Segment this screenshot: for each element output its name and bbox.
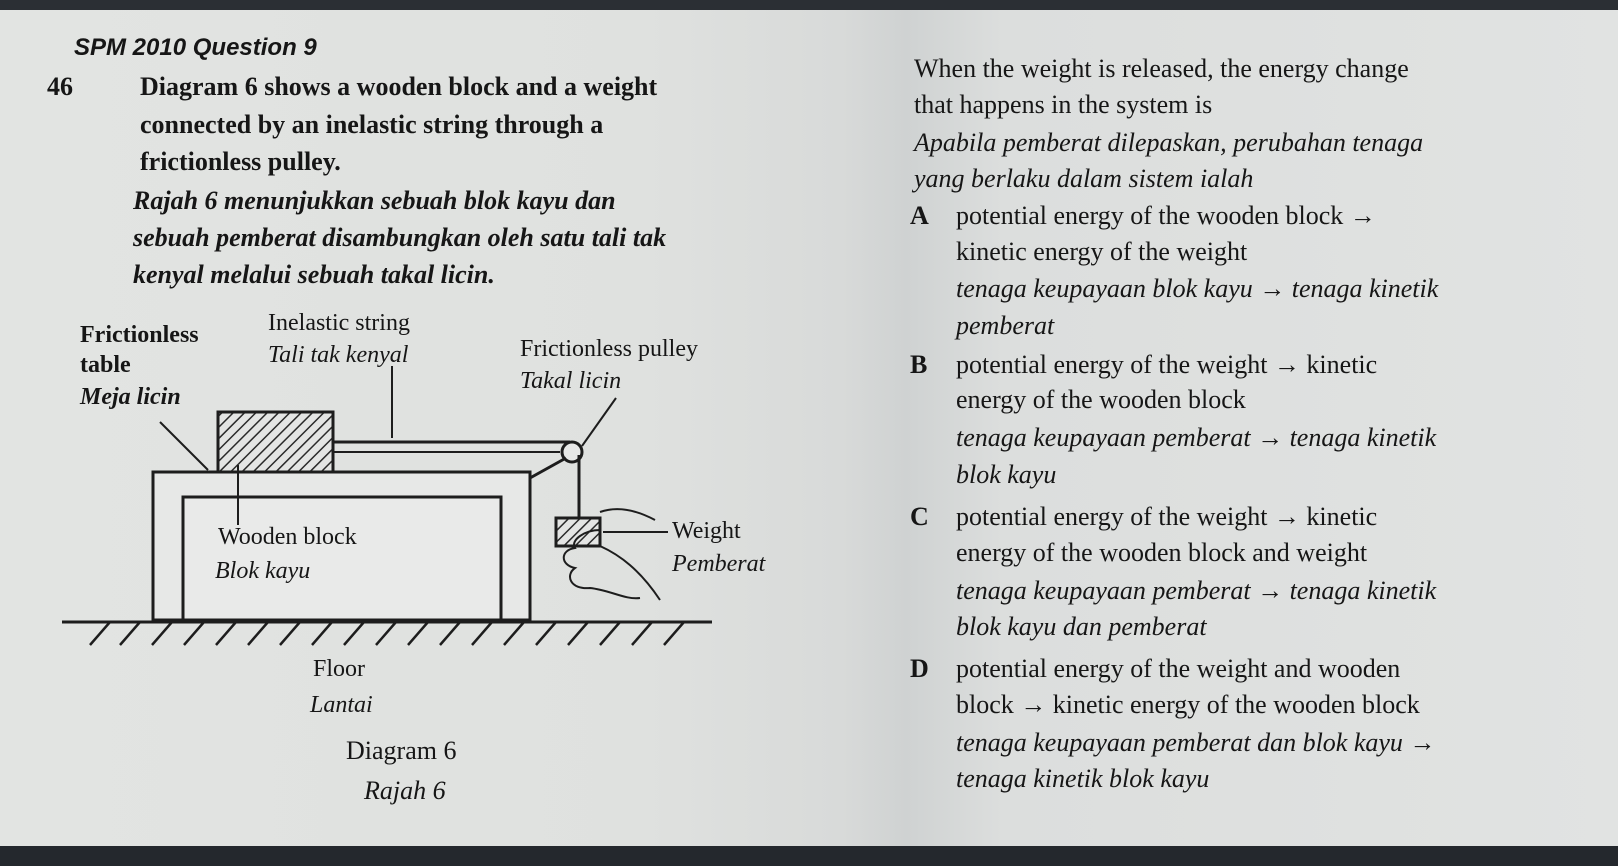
stem-ms-line-1: Apabila pemberat dilepaskan, perubahan tenaga [914,128,1424,157]
label-floor-ms: Lantai [310,692,373,718]
stem-en-line-1: When the weight is released, the energy change [914,54,1409,83]
option-b-ms-line-1: tenaga keupayaan pemberat → tenaga kinetik [956,423,1437,452]
question-en-line-2-text: connected by an inelastic string through a [140,110,604,139]
label-string-ms: Tali tak kenyal [268,342,409,368]
source-header: SPM 2010 Question 9 [74,34,317,61]
label-table-ms: Meja licin [80,384,181,410]
option-b-en-line-2: energy of the wooden block [956,385,1246,414]
option-b-ms-line-2: blok kayu [956,460,1057,489]
option-d-letter: D [910,654,929,683]
question-en-line-2 [140,110,822,140]
option-a-en-line-1: potential energy of the wooden block → [956,201,1376,230]
label-pulley-en: Frictionless pulley [520,336,698,362]
option-a-ms-line-1: tenaga keupayaan blok kayu → tenaga kinetik [956,274,1439,303]
question-number: 46 [47,72,73,101]
wooden-block-shape [218,412,333,472]
label-table-en-2: table [80,352,131,378]
question-ms-line-2: sebuah pemberat disambungkan oleh satu tali tak [133,223,667,252]
label-weight-en: Weight [672,518,741,544]
weight-shape [556,518,600,546]
option-d-en-line-1: potential energy of the weight and wooden [956,654,1401,683]
question-ms-line-1: Rajah 6 menunjukkan sebuah blok kayu dan [133,186,616,215]
option-c-en-line-1: potential energy of the weight → kinetic [956,502,1378,531]
question-en-line-3: frictionless pulley. [140,147,341,176]
option-a-letter: A [910,201,929,230]
option-c-en-line-2: energy of the wooden block and weight [956,538,1368,567]
option-a-en-line-2: kinetic energy of the weight [956,237,1248,266]
label-floor-en: Floor [313,656,366,682]
label-string-en: Inelastic string [268,310,410,336]
stem-ms-line-2: yang berlaku dalam sistem ialah [914,164,1254,193]
question-ms-line-3: kenyal melalui sebuah takal licin. [133,260,495,289]
option-b-letter: B [910,350,928,379]
option-d-en-line-2: block → kinetic energy of the wooden block [956,690,1420,719]
label-block-ms: Blok kayu [215,558,311,584]
label-weight-ms: Pemberat [672,551,766,577]
diagram-caption-en: Diagram 6 [346,736,457,765]
option-c-ms-line-2: blok kayu dan pemberat [956,612,1207,641]
diagram-caption-ms: Rajah 6 [364,776,446,805]
option-d-ms-line-1: tenaga keupayaan pemberat dan blok kayu → [956,728,1436,757]
label-table-en-1: Frictionless [80,322,199,348]
question-en-line-1: Diagram 6 shows a wooden block and a weight [140,72,658,101]
label-pulley-ms: Takal licin [520,368,622,394]
stem-en-line-2: that happens in the system is [914,90,1213,119]
label-block-en: Wooden block [218,524,357,550]
option-a-ms-line-2: pemberat [956,311,1055,340]
option-c-ms-line-1: tenaga keupayaan pemberat → tenaga kinetik [956,576,1437,605]
option-d-ms-line-2: tenaga kinetik blok kayu [956,764,1210,793]
option-c-letter: C [910,502,929,531]
option-b-en-line-1: potential energy of the weight → kinetic [956,350,1378,379]
